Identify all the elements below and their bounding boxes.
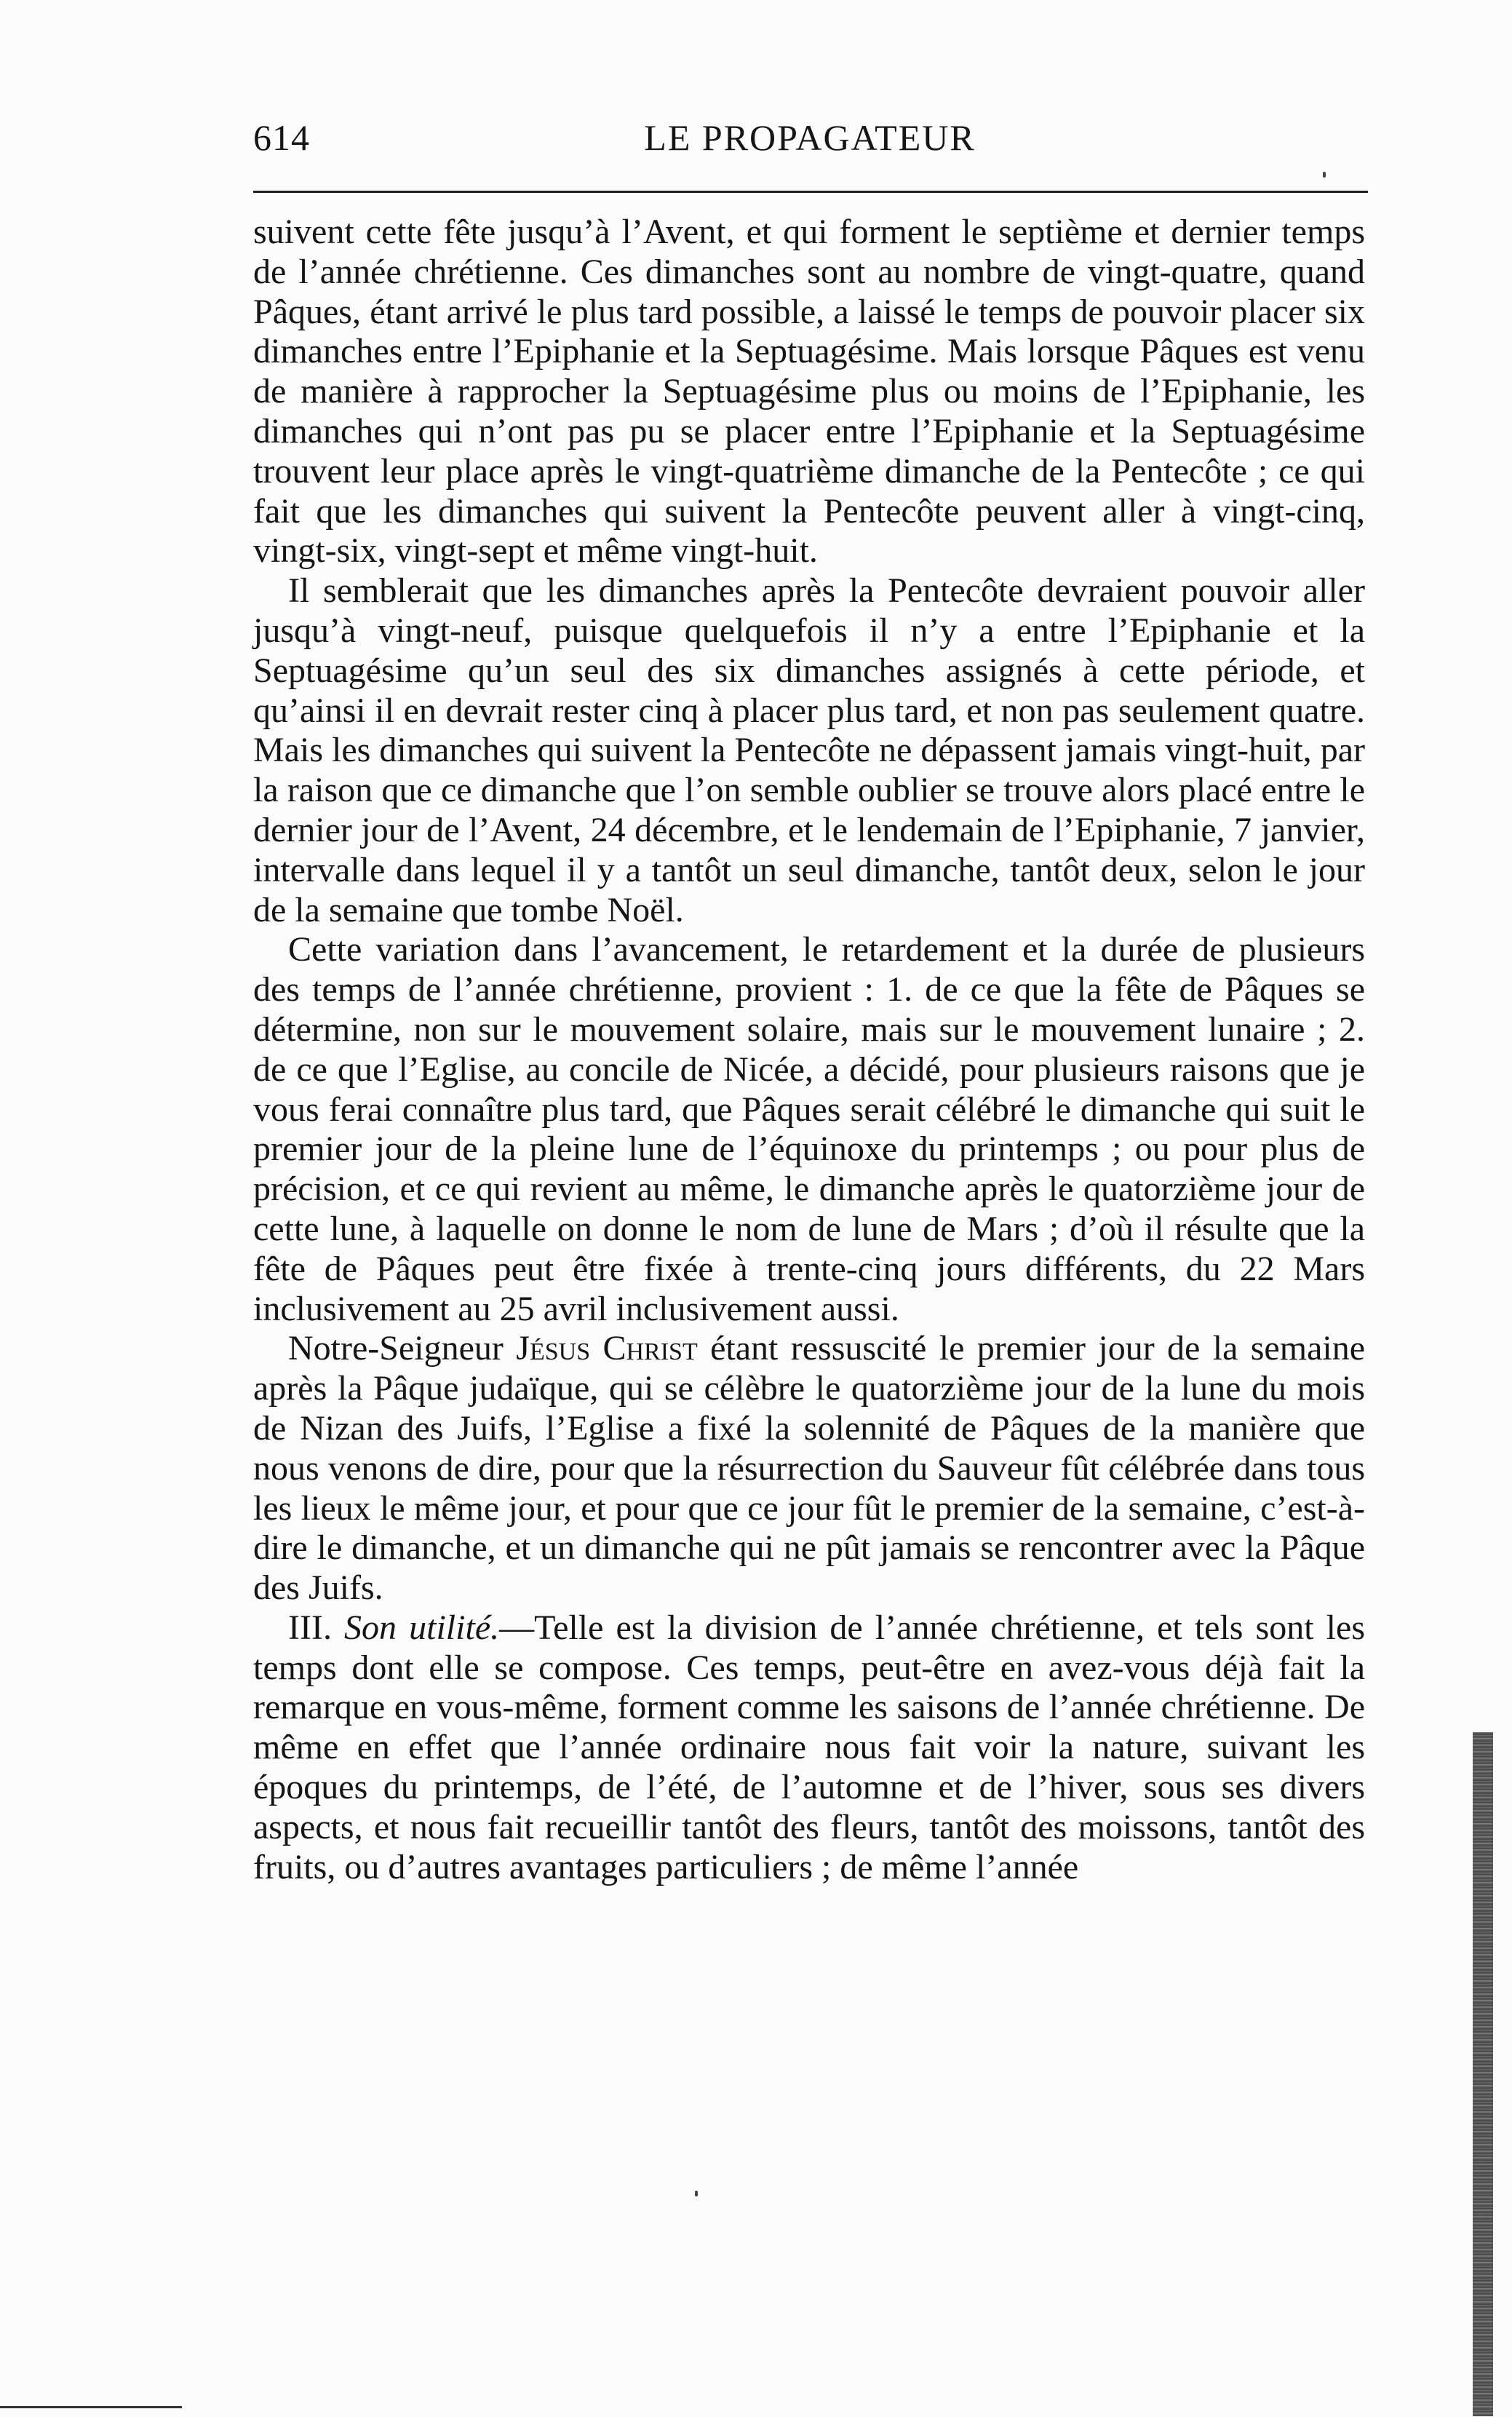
section-title: Son utilité. <box>344 1608 500 1647</box>
ink-speck <box>695 2191 698 2196</box>
paragraph-4-part-2: étant ressuscité le premier jour de la semaine après la Pâque judaïque, qui se célèbre le quatorzième jour de la lune du mois de Nizan des Juifs, l’Eglise a fixé la solennité de Pâques de la manière que nous venons de dire, pour que la résurrection du Sauveur fût célébrée dans tous les lieux le même jour, et pour que ce jour fût le premier de la semaine, c’est-à-dire le dimanche, et un dimanche qui ne pût jamais se rencontrer avec la Pâque des Juifs. <box>253 1329 1366 1608</box>
paragraph-4 <box>253 1329 1365 1608</box>
paragraph-2: Il semblerait que les dimanches après la Pentecôte devraient pouvoir aller jusqu’à vingt-neuf, puisque quelquefois il n’y a entre l’Epiphanie et la Septuagésime qu’un seul des six dimanches assignés à cette période, et qu’ainsi il en devrait rester cinq à placer plus tard, et non pas seulement quatre. Mais les dimanches qui suivent la Pentecôte ne dépassent jamais vingt-huit, par la raison que ce dimanche que l’on semble oublier se trouve alors placé entre le dernier jour de l’Avent, 24 décembre, et le lendemain de l’Epiphanie, 7 janvier, intervalle dans lequel il y a tantôt un seul dimanche, tantôt deux, selon le jour de la semaine que tombe Noël. <box>253 571 1365 929</box>
paragraph-5-body: —Telle est la division de l’année chrétienne, et tels sont les temps dont elle se compose. Ces temps, peut-être en avez-vous déjà fait la remarque en vous-même, forment comme les saisons de l’année chrétienne. De même en effet que l’année ordinaire nous fait voir la nature, suivant les époques du printemps, de l’été, de l’automne et de l’hiver, sous ses divers aspects, et nous fait recueillir tantôt des fleurs, tantôt des moissons, tantôt des fruits, ou d’autres avantages particuliers ; de même l’année <box>253 1608 1365 1886</box>
running-title: LE PROPAGATEUR <box>644 117 976 158</box>
jesus-christ-small-caps: Jésus Christ <box>516 1329 698 1368</box>
scan-edge-shadow <box>1473 1732 1493 2416</box>
ink-speck <box>1323 172 1326 178</box>
paragraph-4-part-1: Notre-Seigneur <box>288 1329 517 1368</box>
paragraph-1: suivent cette fête jusqu’à l’Avent, et qui forment le septième et dernier temps de l’année chrétienne. Ces dimanches sont au nombre de vingt-quatre, quand Pâques, étant arrivé le plus tard possible, a laissé le temps de pouvoir placer six dimanches entre l’Epiphanie et la Septuagésime. Mais lorsque Pâques est venu de manière à rapprocher la Septuagésime plus ou moins de l’Epiphanie, les dimanches qui n’ont pas pu se placer entre l’Epiphanie et la Septuagésime trouvent leur place après le vingt-quatrième dimanche de la Pentecôte ; ce qui fait que les dimanches qui suivent la Pentecôte peuvent aller à vingt-cinq, vingt-six, vingt-sept et même vingt-huit. <box>253 213 1365 571</box>
header-rule <box>253 191 1368 193</box>
scan-corner-mark <box>0 2406 182 2408</box>
paragraph-3: Cette variation dans l’avancement, le retardement et la durée de plusieurs des temps de l’année chrétienne, provient : 1. de ce que la fête de Pâques se détermine, non sur le mouvement solaire, mais sur le mouvement lunaire ; 2. de ce que l’Eglise, au concile de Nicée, a décidé, pour plusieurs raisons que je vous ferai connaître plus tard, que Pâques serait célébré le dimanche qui suit le premier jour de la pleine lune de l’équinoxe du printemps ; ou pour plus de précision, et ce qui revient au même, le dimanche après le quatorzième jour de cette lune, à laquelle on donne le nom de lune de Mars ; d’où il résulte que la fête de Pâques peut être fixée à trente-cinq jours différents, du 22 Mars inclusivement au 25 avril inclusivement aussi. <box>253 930 1365 1328</box>
page-number: 614 <box>253 117 310 158</box>
body-text <box>253 213 1365 1887</box>
section-number: III. <box>288 1608 345 1647</box>
paragraph-5 <box>253 1608 1365 1888</box>
page-header <box>253 116 1366 167</box>
